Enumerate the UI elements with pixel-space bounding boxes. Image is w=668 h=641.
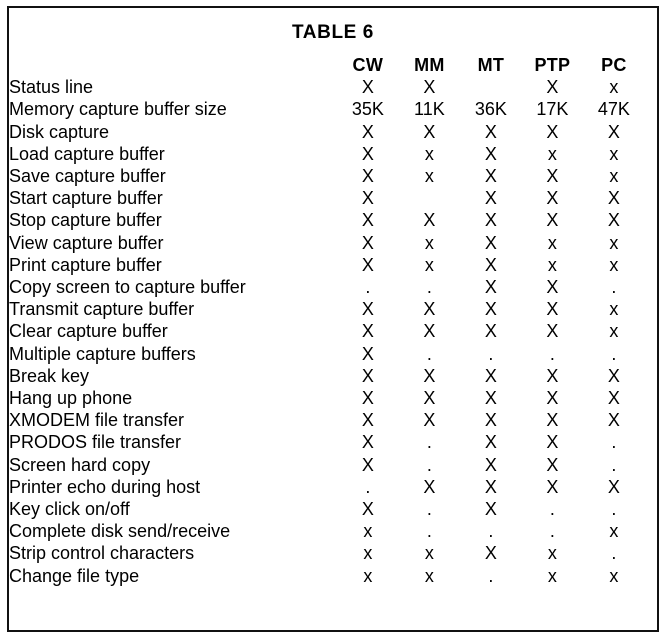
cell-cw: 35K <box>351 99 384 120</box>
table-header-row <box>9 54 657 76</box>
row-label: Save capture buffer <box>9 166 166 187</box>
row-spacer <box>645 209 657 231</box>
table-row <box>9 498 657 520</box>
cell-mm: X <box>423 299 436 320</box>
cell-mm: X <box>423 321 436 342</box>
cell-mm <box>399 187 461 209</box>
cell-ptp: X <box>546 121 559 142</box>
cell-pc: . <box>611 277 617 298</box>
cell-ptp: X <box>546 454 559 475</box>
cell-mt: 36K <box>474 99 507 120</box>
cell-cw: X <box>361 321 374 342</box>
cell-mt: . <box>488 565 494 586</box>
table-row <box>9 76 657 98</box>
table-row <box>9 476 657 498</box>
cell-cw: X <box>361 365 374 386</box>
cell-ptp: X <box>546 476 559 497</box>
cell-mm: x <box>424 254 434 275</box>
cell-mt: X <box>484 476 497 497</box>
table-row <box>9 565 657 587</box>
row-label: Load capture buffer <box>9 143 165 164</box>
cell-mt: . <box>488 343 494 364</box>
cell-pc: x <box>609 321 619 342</box>
row-spacer <box>645 476 657 498</box>
row-spacer <box>645 232 657 254</box>
table-row <box>9 542 657 564</box>
row-spacer <box>645 320 657 342</box>
cell-pc: x <box>609 77 619 98</box>
column-header-cw: CW <box>352 55 384 75</box>
cell-ptp: . <box>549 499 555 520</box>
row-label: Printer echo during host <box>9 476 201 497</box>
table-row <box>9 365 657 387</box>
cell-ptp: x <box>547 543 557 564</box>
row-spacer <box>645 565 657 587</box>
cell-cw: x <box>363 565 373 586</box>
row-label-header <box>9 54 337 76</box>
cell-pc: X <box>607 365 620 386</box>
cell-cw: X <box>361 254 374 275</box>
cell-mm: . <box>426 499 432 520</box>
row-spacer <box>645 365 657 387</box>
cell-pc: . <box>611 543 617 564</box>
row-spacer <box>645 542 657 564</box>
cell-mt: X <box>484 277 497 298</box>
row-label: Copy screen to capture buffer <box>9 277 246 298</box>
cell-ptp: X <box>546 432 559 453</box>
row-spacer <box>645 431 657 453</box>
cell-cw: X <box>361 388 374 409</box>
cell-pc: . <box>611 454 617 475</box>
row-spacer <box>645 454 657 476</box>
cell-mt: X <box>484 321 497 342</box>
cell-pc: x <box>609 166 619 187</box>
cell-ptp: X <box>546 365 559 386</box>
cell-ptp: x <box>547 254 557 275</box>
row-spacer <box>645 387 657 409</box>
row-label: Print capture buffer <box>9 254 162 275</box>
cell-mm: . <box>426 432 432 453</box>
row-spacer <box>645 98 657 120</box>
cell-ptp: X <box>546 210 559 231</box>
row-spacer <box>645 121 657 143</box>
cell-cw: X <box>361 299 374 320</box>
cell-mt <box>460 76 522 98</box>
table-frame <box>7 6 659 632</box>
cell-mt: X <box>484 254 497 275</box>
cell-mt: X <box>484 299 497 320</box>
cell-ptp: X <box>546 299 559 320</box>
row-label: Break key <box>9 365 90 386</box>
cell-mm: x <box>424 143 434 164</box>
cell-mt: X <box>484 410 497 431</box>
cell-mt: X <box>484 232 497 253</box>
cell-mt: . <box>488 521 494 542</box>
row-spacer <box>645 343 657 365</box>
column-header-pc: PC <box>601 55 627 75</box>
header-spacer <box>645 54 657 76</box>
cell-ptp: . <box>549 521 555 542</box>
cell-mt: X <box>484 499 497 520</box>
cell-mm: . <box>426 454 432 475</box>
cell-pc: x <box>609 299 619 320</box>
cell-pc: X <box>607 410 620 431</box>
cell-pc: X <box>607 388 620 409</box>
table-row <box>9 121 657 143</box>
cell-pc: x <box>609 232 619 253</box>
cell-ptp: X <box>546 277 559 298</box>
cell-pc: X <box>607 188 620 209</box>
cell-pc: x <box>609 143 619 164</box>
table-row <box>9 98 657 120</box>
cell-mm: x <box>424 543 434 564</box>
row-label: Strip control characters <box>9 543 195 564</box>
cell-mt: X <box>484 166 497 187</box>
column-header-mt: MT <box>477 55 505 75</box>
cell-mt: X <box>484 121 497 142</box>
cell-cw: X <box>361 210 374 231</box>
cell-pc: . <box>611 432 617 453</box>
cell-pc: X <box>607 121 620 142</box>
cell-mt: X <box>484 454 497 475</box>
cell-cw: X <box>361 188 374 209</box>
table-row <box>9 187 657 209</box>
cell-mt: X <box>484 143 497 164</box>
row-label: Screen hard copy <box>9 454 151 475</box>
row-spacer <box>645 254 657 276</box>
row-label: Complete disk send/receive <box>9 521 231 542</box>
row-label: XMODEM file transfer <box>9 410 185 431</box>
row-spacer <box>645 165 657 187</box>
cell-pc: . <box>611 499 617 520</box>
cell-pc: X <box>607 210 620 231</box>
cell-cw: X <box>361 343 374 364</box>
row-spacer <box>645 409 657 431</box>
cell-cw: X <box>361 121 374 142</box>
cell-cw: X <box>361 166 374 187</box>
cell-cw: X <box>361 410 374 431</box>
cell-mm: . <box>426 277 432 298</box>
cell-ptp: X <box>546 77 559 98</box>
row-label: Key click on/off <box>9 499 130 520</box>
cell-mm: x <box>424 232 434 253</box>
cell-mm: . <box>426 521 432 542</box>
cell-ptp: x <box>547 143 557 164</box>
cell-mm: X <box>423 210 436 231</box>
cell-cw: X <box>361 454 374 475</box>
row-label: Stop capture buffer <box>9 210 162 231</box>
cell-cw: X <box>361 143 374 164</box>
row-label: Transmit capture buffer <box>9 299 195 320</box>
row-label: Hang up phone <box>9 388 133 409</box>
cell-mt: X <box>484 210 497 231</box>
cell-mm: X <box>423 388 436 409</box>
row-spacer <box>645 520 657 542</box>
cell-mm: . <box>426 343 432 364</box>
cell-cw: X <box>361 77 374 98</box>
table-row <box>9 143 657 165</box>
table-row <box>9 165 657 187</box>
table-row <box>9 520 657 542</box>
cell-ptp: X <box>546 166 559 187</box>
cell-mt: X <box>484 188 497 209</box>
cell-cw: X <box>361 432 374 453</box>
table-row <box>9 232 657 254</box>
cell-ptp: 17K <box>536 99 569 120</box>
column-header-mm: MM <box>414 55 445 75</box>
table-header <box>9 54 657 76</box>
cell-mt: X <box>484 543 497 564</box>
page-title: TABLE 6 <box>292 22 374 43</box>
cell-pc: x <box>609 565 619 586</box>
table-row <box>9 209 657 231</box>
cell-cw: x <box>363 543 373 564</box>
cell-ptp: X <box>546 388 559 409</box>
table-row <box>9 409 657 431</box>
column-header-ptp: PTP <box>534 55 571 75</box>
table-row <box>9 387 657 409</box>
cell-cw: X <box>361 499 374 520</box>
cell-mm: X <box>423 121 436 142</box>
table-row <box>9 276 657 298</box>
table-body <box>9 76 657 587</box>
cell-mm: X <box>423 476 436 497</box>
cell-mt: X <box>484 365 497 386</box>
cell-cw: x <box>363 521 373 542</box>
cell-ptp: x <box>547 565 557 586</box>
table-row <box>9 320 657 342</box>
table-row <box>9 454 657 476</box>
row-spacer <box>645 76 657 98</box>
table-row <box>9 343 657 365</box>
row-spacer <box>645 498 657 520</box>
cell-mm: X <box>423 365 436 386</box>
cell-mm: X <box>423 77 436 98</box>
cell-mt: X <box>484 388 497 409</box>
cell-mt: X <box>484 432 497 453</box>
cell-cw: . <box>365 476 371 497</box>
row-label: Clear capture buffer <box>9 321 168 342</box>
table-container <box>9 54 657 587</box>
cell-mm: x <box>424 166 434 187</box>
row-spacer <box>645 143 657 165</box>
cell-mm: x <box>424 565 434 586</box>
cell-pc: 47K <box>597 99 630 120</box>
cell-cw: X <box>361 232 374 253</box>
comparison-table <box>9 54 657 587</box>
cell-ptp: X <box>546 188 559 209</box>
row-label: Disk capture <box>9 121 110 142</box>
cell-ptp: X <box>546 410 559 431</box>
table-row <box>9 298 657 320</box>
row-label: PRODOS file transfer <box>9 432 182 453</box>
row-label: Start capture buffer <box>9 188 163 209</box>
cell-mm: 11K <box>414 99 445 120</box>
cell-ptp: x <box>547 232 557 253</box>
cell-pc: x <box>609 254 619 275</box>
row-spacer <box>645 298 657 320</box>
table-row <box>9 254 657 276</box>
row-label: Status line <box>9 77 94 98</box>
cell-ptp: X <box>546 321 559 342</box>
row-spacer <box>645 276 657 298</box>
row-label: Multiple capture buffers <box>9 343 196 364</box>
row-label: Memory capture buffer size <box>9 99 227 120</box>
row-spacer <box>645 187 657 209</box>
row-label: Change file type <box>9 565 140 586</box>
row-label: View capture buffer <box>9 232 164 253</box>
table-row <box>9 431 657 453</box>
cell-ptp: . <box>549 343 555 364</box>
cell-pc: x <box>609 521 619 542</box>
cell-pc: . <box>611 343 617 364</box>
cell-cw: . <box>365 277 371 298</box>
cell-pc: X <box>607 476 620 497</box>
cell-mm: X <box>423 410 436 431</box>
